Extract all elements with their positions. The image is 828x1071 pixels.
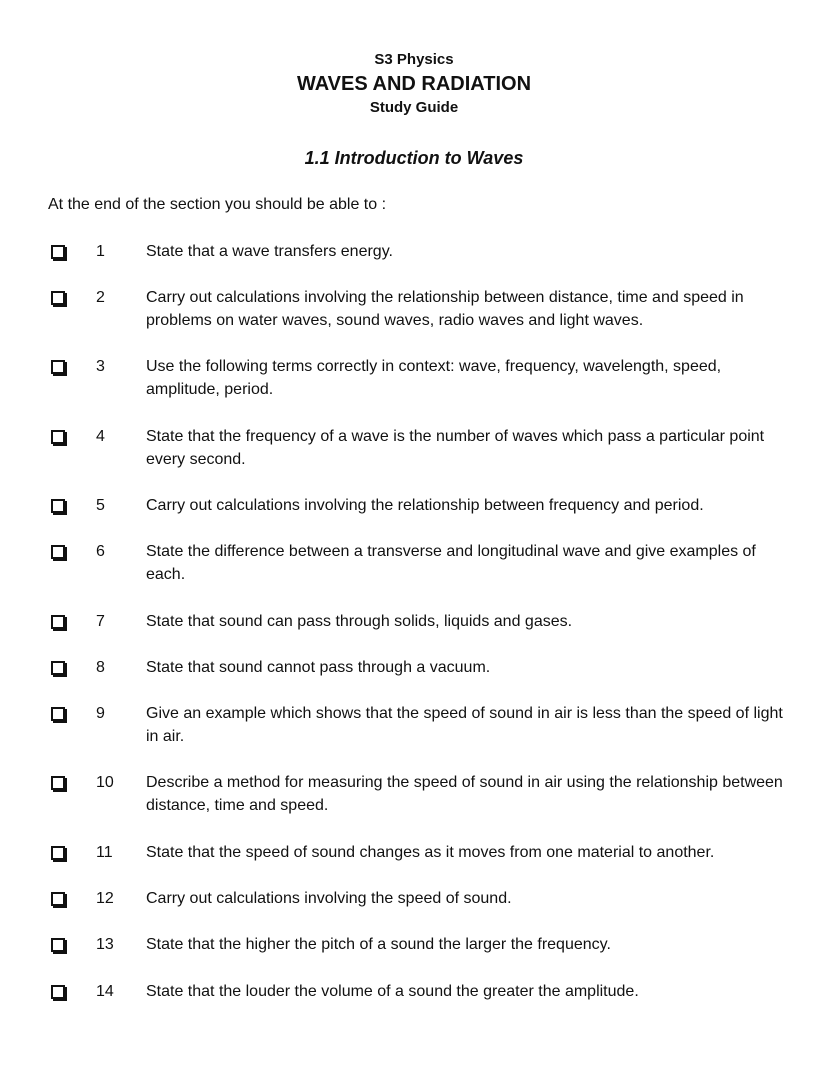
objective-text: Carry out calculations involving the relationship between frequency and period. <box>146 497 704 514</box>
objective-text: Describe a method for measuring the speed of sound in air using the relationship between distance, time and speed. <box>146 774 783 814</box>
objective-number: 6 <box>96 543 105 560</box>
objective-number: 3 <box>96 358 105 375</box>
objective-text: State that a wave transfers energy. <box>146 243 393 260</box>
section-title: 1.1 Introduction to Waves <box>304 148 524 168</box>
objective-number: 5 <box>96 497 105 514</box>
checkbox[interactable] <box>51 892 65 906</box>
objective-number: 8 <box>96 659 105 676</box>
objective-text: State that the speed of sound changes as it moves from one material to another. <box>146 844 715 861</box>
document-header <box>0 50 828 118</box>
objective-text: State that the higher the pitch of a sound the larger the frequency. <box>146 936 611 953</box>
checkbox[interactable] <box>51 661 65 675</box>
checkbox[interactable] <box>51 360 65 374</box>
objective-text: State that sound can pass through solids, liquids and gases. <box>146 613 573 630</box>
objective-text: Use the following terms correctly in context: wave, frequency, wavelength, speed, amplitude, period. <box>146 358 722 398</box>
document-title: WAVES AND RADIATION <box>296 73 532 95</box>
objective-number: 4 <box>96 428 105 445</box>
objective-number: 14 <box>96 983 114 1000</box>
intro-text: At the end of the section you should be able to : <box>48 196 387 213</box>
objective-text: State that the frequency of a wave is the number of waves which pass a particular point every second. <box>146 428 765 468</box>
checkbox[interactable] <box>51 938 65 952</box>
objective-text: Carry out calculations involving the speed of sound. <box>146 890 512 907</box>
objective-number: 7 <box>96 613 105 630</box>
objective-number: 13 <box>96 936 114 953</box>
objective-number: 2 <box>96 289 105 306</box>
checkbox[interactable] <box>51 291 65 305</box>
objective-text: State that the louder the volume of a sound the greater the amplitude. <box>146 983 639 1000</box>
objective-number: 1 <box>96 243 105 260</box>
checkbox[interactable] <box>51 430 65 444</box>
objective-text: State the difference between a transverse and longitudinal wave and give examples of each. <box>146 543 756 583</box>
checkbox[interactable] <box>51 707 65 721</box>
objective-text: Carry out calculations involving the relationship between distance, time and speed in problems on water waves, sound waves, radio waves and light waves. <box>146 289 744 329</box>
checkbox[interactable] <box>51 245 65 259</box>
objective-text: State that sound cannot pass through a vacuum. <box>146 659 491 676</box>
objective-number: 9 <box>96 705 105 722</box>
objective-text: Give an example which shows that the speed of sound in air is less than the speed of light in air. <box>146 705 783 745</box>
checkbox[interactable] <box>51 615 65 629</box>
objective-number: 11 <box>96 844 113 861</box>
objective-number: 12 <box>96 890 114 907</box>
document-subtitle: Study Guide <box>369 99 459 116</box>
checkbox[interactable] <box>51 985 65 999</box>
checkbox[interactable] <box>51 545 65 559</box>
course-name: S3 Physics <box>374 51 454 68</box>
checkbox[interactable] <box>51 776 65 790</box>
checkbox[interactable] <box>51 846 65 860</box>
objective-number: 10 <box>96 774 114 791</box>
checkbox[interactable] <box>51 499 65 513</box>
